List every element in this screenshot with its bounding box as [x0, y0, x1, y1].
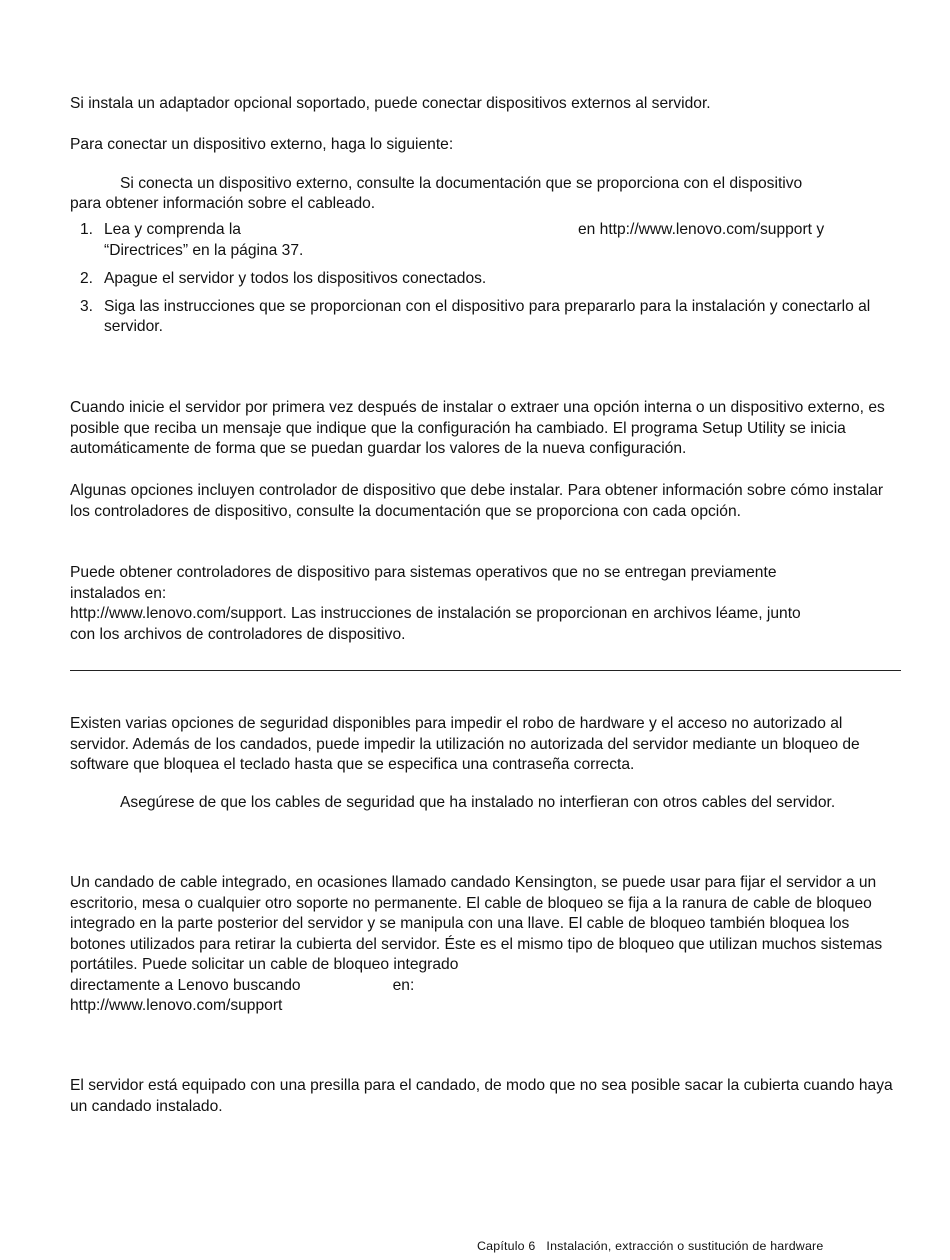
page-footer [477, 1239, 823, 1254]
config-paragraph-3 [70, 563, 905, 645]
padlock-paragraph: El servidor está equipado con una presilla para el candado, de modo que no sea posible sacar la cubierta cuando haya un candado instalado. [70, 1077, 893, 1115]
intro-paragraph: Si instala un adaptador opcional soportado, puede conectar dispositivos externos al servidor. [70, 95, 711, 112]
config-paragraph-1: Cuando inicie el servidor por primera vez después de instalar o extraer una opción interna o un dispositivo externo, es posible que reciba un mensaje que indique que la configuración ha cambiado. El programa Setup Utility se inicia automáticamente de forma que se puedan guardar los valores de la nueva configuración. [70, 399, 885, 458]
note-cabling-line-2: para obtener información sobre el cableado. [70, 195, 376, 212]
config-paragraph-3-line-4: con los archivos de controladores de dispositivo. [70, 625, 406, 643]
footer-chapter: Capítulo 6 [477, 1239, 536, 1253]
config-paragraph-3-line-2: instalados en: [70, 584, 167, 602]
footer-chapter-title: Instalación, extracción o sustitución de hardware [546, 1239, 824, 1253]
cable-lock-url: http://www.lenovo.com/support [70, 997, 283, 1014]
steps-intro: Para conectar un dispositivo externo, haga lo siguiente: [70, 136, 454, 153]
note-cabling-line-1: Si conecta un dispositivo externo, consulte la documentación que se proporciona con el dispositivo [120, 175, 803, 192]
step-text: Siga las instrucciones que se proporcionan con el dispositivo para prepararlo para la instalación y conectarlo al servidor. [104, 297, 871, 336]
cable-lock-order-suffix: en: [392, 977, 415, 994]
step-number: 1. [80, 221, 94, 238]
list-item [70, 269, 905, 290]
config-paragraph-3-line-1: Puede obtener controladores de dispositivo para sistemas operativos que no se entregan previamente [70, 564, 777, 581]
cable-lock-paragraph: Un candado de cable integrado, en ocasiones llamado candado Kensington, se puede usar para fijar el servidor a un escritorio, mesa o cualquier otro soporte no permanente. El cable de bloqueo se fija a la ranura de cable de bloqueo integrado en la parte posterior del servidor y se manipula con una llave. El cable de bloqueo también bloquea los botones utilizados para retirar la cubierta del servidor. Éste es el mismo tipo de bloqueo que utilizan muchos sistemas portátiles. Puede solicitar un cable de bloqueo integrado [70, 874, 883, 974]
cable-lock-order-line [70, 976, 905, 997]
security-note: Asegúrese de que los cables de seguridad que ha instalado no interfieran con otros cables del servidor. [120, 794, 836, 811]
security-paragraph: Existen varias opciones de seguridad disponibles para impedir el robo de hardware y el acceso no autorizado al servidor. Además de los candados, puede impedir la utilización no autorizada del servidor mediante un bloqueo de software que bloquea el teclado hasta que se especifica una contraseña correcta. [70, 715, 860, 774]
list-item [70, 297, 905, 338]
step-number: 3. [80, 297, 94, 315]
list-item [70, 220, 905, 261]
config-paragraph-3-line-3: http://www.lenovo.com/support. Las instrucciones de instalación se proporcionan en archivos léame, junto [70, 605, 801, 623]
steps-list [70, 220, 905, 345]
step-text: Apague el servidor y todos los dispositivos conectados. [104, 269, 487, 287]
section-divider [70, 670, 901, 671]
step-number: 2. [80, 269, 94, 287]
config-paragraph-2: Algunas opciones incluyen controlador de dispositivo que debe instalar. Para obtener información sobre cómo instalar los controladores de dispositivo, consulte la documentación que se proporciona con cada opción. [70, 482, 884, 520]
step-reference: “Directrices” en la página 37. [104, 241, 304, 259]
step-text: Lea y comprenda la [104, 221, 241, 238]
cable-lock-order-text: directamente a Lenovo buscando [70, 977, 301, 994]
step-link-text: en http://www.lenovo.com/support y [577, 221, 825, 238]
